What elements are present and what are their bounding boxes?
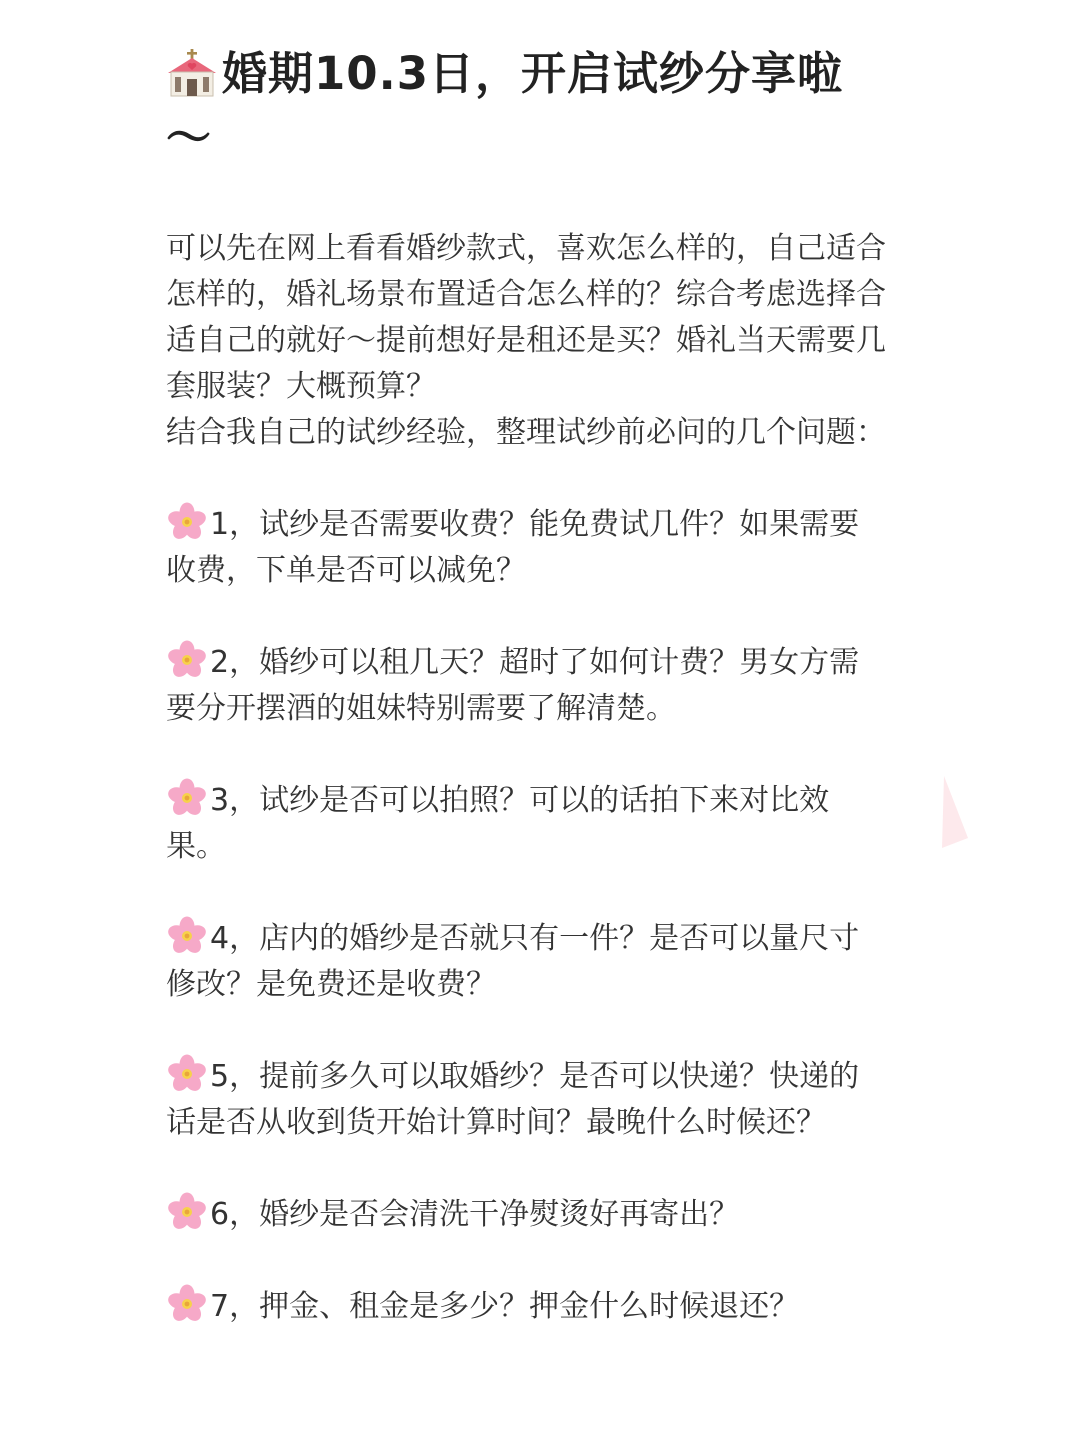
cherry-blossom-icon: [166, 639, 208, 681]
question-item: [166, 640, 886, 732]
post-title: [166, 42, 886, 170]
cherry-blossom-icon: [166, 915, 208, 957]
question-item: [166, 1284, 886, 1330]
question-item: [166, 778, 886, 870]
wedding-chapel-icon: [166, 49, 218, 97]
question-item: [166, 1192, 886, 1238]
intro-paragraph: 结合我自己的试纱经验，整理试纱前必问的几个问题：: [166, 415, 886, 450]
question-item: [166, 916, 886, 1008]
post-title-text: 婚期10.3日，开启试纱分享啦～: [166, 47, 844, 164]
question-text: 1，试纱是否需要收费？能免费试几件？如果需要收费，下单是否可以减免？: [166, 507, 860, 588]
question-item: [166, 502, 886, 594]
cherry-blossom-icon: [166, 1283, 208, 1325]
cherry-blossom-icon: [166, 1191, 208, 1233]
cherry-blossom-icon: [166, 501, 208, 543]
cherry-blossom-icon: [166, 777, 208, 819]
light-glare-decoration: [938, 776, 968, 850]
question-text: 3，试纱是否可以拍照？可以的话拍下来对比效果。: [166, 783, 830, 864]
question-list: [166, 502, 886, 1330]
question-text: 2，婚纱可以租几天？超时了如何计费？男女方需要分开摆酒的姐妹特别需要了解清楚。: [166, 645, 860, 726]
question-text: 7，押金、租金是多少？押金什么时候退还？: [210, 1289, 800, 1324]
question-text: 6，婚纱是否会清洗干净熨烫好再寄出？: [210, 1197, 740, 1232]
intro-paragraph: 可以先在网上看看婚纱款式，喜欢怎么样的，自己适合怎样的，婚礼场景布置适合怎么样的？综合考虑选择合适自己的就好～提前想好是租还是买？婚礼当天需要几套服装？大概预算？: [166, 231, 886, 404]
cherry-blossom-icon: [166, 1053, 208, 1095]
question-text: 4，店内的婚纱是否就只有一件？是否可以量尺寸修改？是免费还是收费？: [166, 921, 860, 1002]
question-text: 5，提前多久可以取婚纱？是否可以快递？快递的话是否从收到货开始计算时间？最晚什么时候还？: [166, 1059, 860, 1140]
question-item: [166, 1054, 886, 1146]
post-content: [166, 42, 886, 1376]
intro-section: [166, 226, 886, 456]
